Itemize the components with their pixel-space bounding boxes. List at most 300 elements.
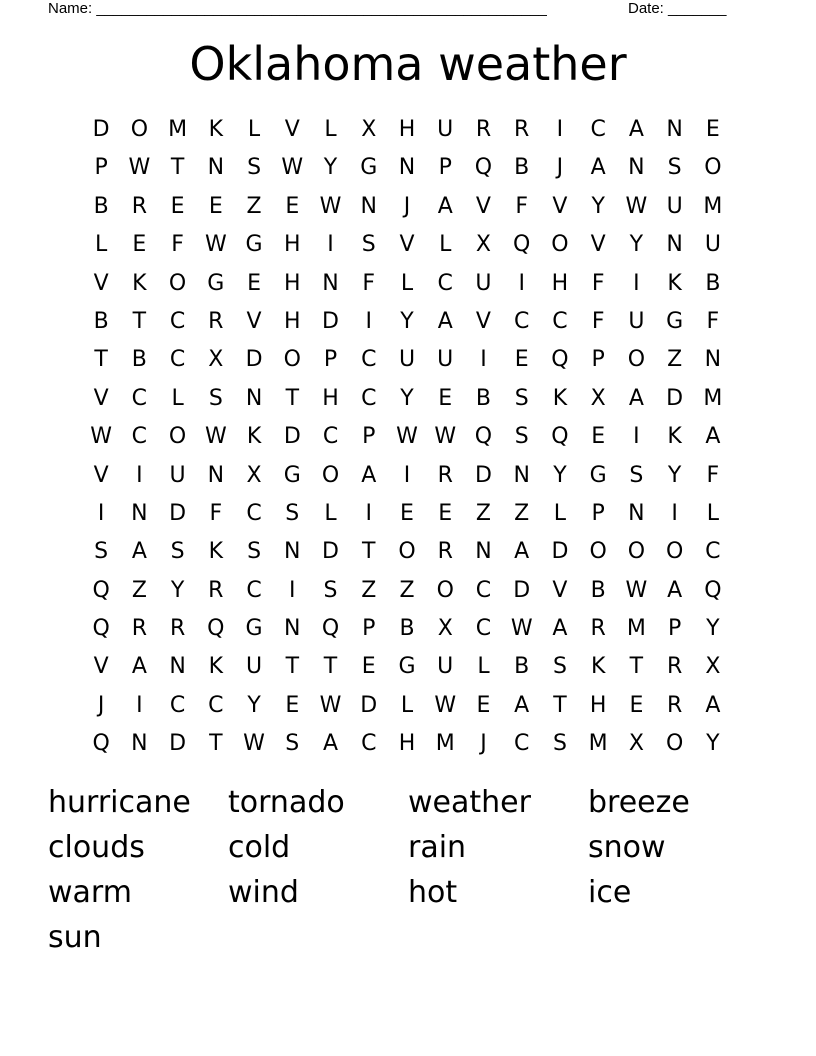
header-line xyxy=(48,0,748,20)
grid-letter: P xyxy=(362,424,376,450)
word-list-item: snow xyxy=(588,830,666,865)
grid-letter: K xyxy=(246,424,262,450)
grid-letter: K xyxy=(208,539,224,565)
grid-letter: E xyxy=(629,692,644,718)
grid-letter: H xyxy=(322,385,339,411)
grid-letter: O xyxy=(704,155,722,181)
grid-letter: V xyxy=(93,654,109,680)
grid-letter: Q xyxy=(551,347,569,373)
grid-letter: W xyxy=(128,155,151,181)
grid-letter: D xyxy=(169,731,187,757)
grid-letter: T xyxy=(209,731,223,757)
grid-letter: D xyxy=(513,577,531,603)
grid-letter: A xyxy=(705,424,721,450)
grid-letter: E xyxy=(132,232,147,258)
grid-letter: D xyxy=(474,462,492,488)
grid-letter: I xyxy=(671,500,678,526)
grid-letter: S xyxy=(667,155,682,181)
grid-letter: G xyxy=(245,232,263,258)
letter-grid xyxy=(82,111,732,764)
grid-letter: E xyxy=(514,347,529,373)
grid-letter: G xyxy=(398,654,416,680)
grid-letter: W xyxy=(434,424,457,450)
grid-letter: A xyxy=(552,616,568,642)
grid-letter: I xyxy=(365,500,372,526)
grid-letter: V xyxy=(93,462,109,488)
grid-letter: Z xyxy=(399,577,415,603)
grid-letter: H xyxy=(284,308,301,334)
grid-letter: C xyxy=(361,385,377,411)
grid-letter: S xyxy=(94,539,109,565)
grid-letter: J xyxy=(97,692,105,718)
grid-letter: U xyxy=(437,654,454,680)
grid-letter: B xyxy=(93,308,109,334)
grid-letter: D xyxy=(92,117,110,142)
grid-letter: G xyxy=(207,270,225,296)
grid-letter: Y xyxy=(170,577,185,603)
grid-letter: O xyxy=(589,539,607,565)
grid-row xyxy=(82,149,732,187)
grid-letter: V xyxy=(246,308,262,334)
grid-letter: N xyxy=(131,731,148,757)
grid-letter: O xyxy=(168,424,187,450)
word-list-item: rain xyxy=(408,830,467,865)
grid-letter: U xyxy=(437,347,454,373)
grid-letter: N xyxy=(245,385,263,411)
grid-letter: O xyxy=(627,347,646,373)
grid-letter: W xyxy=(204,232,227,258)
grid-letter: L xyxy=(439,232,452,258)
grid-letter: Q xyxy=(92,577,110,603)
grid-letter: B xyxy=(590,577,606,603)
grid-letter: C xyxy=(514,308,530,334)
grid-letter: Z xyxy=(361,577,377,603)
grid-letter: H xyxy=(589,692,607,718)
grid-letter: M xyxy=(435,731,455,757)
grid-letter: O xyxy=(551,232,569,258)
grid-row xyxy=(82,111,732,149)
grid-letter: W xyxy=(90,424,112,450)
word-list-item: cold xyxy=(228,830,291,865)
grid-letter: X xyxy=(437,616,453,642)
grid-letter: F xyxy=(209,500,223,526)
grid-letter: D xyxy=(245,347,263,373)
grid-letter: N xyxy=(322,270,339,296)
grid-letter: D xyxy=(322,539,339,565)
grid-letter: L xyxy=(247,117,261,142)
grid-letter: Q xyxy=(92,616,110,642)
grid-letter: C xyxy=(169,347,186,373)
grid-letter: C xyxy=(475,577,492,603)
grid-letter: N xyxy=(169,654,186,680)
grid-letter: W xyxy=(243,731,265,757)
grid-letter: E xyxy=(285,193,300,219)
grid-letter: Q xyxy=(551,424,569,450)
grid-letter: D xyxy=(360,692,378,718)
grid-letter: D xyxy=(283,424,301,450)
grid-letter: R xyxy=(666,654,683,680)
grid-letter: B xyxy=(399,616,415,642)
grid-letter: S xyxy=(552,731,567,757)
name-label: Name: ______________________________________________________ xyxy=(48,0,547,17)
grid-letter: R xyxy=(514,117,530,142)
grid-letter: I xyxy=(518,270,525,296)
grid-letter: W xyxy=(434,692,457,718)
grid-letter: O xyxy=(321,462,340,488)
grid-letter: F xyxy=(591,270,605,296)
grid-letter: S xyxy=(514,385,529,411)
grid-letter: X xyxy=(208,347,224,373)
grid-letter: A xyxy=(667,577,683,603)
grid-letter: J xyxy=(556,155,564,181)
grid-letter: C xyxy=(246,577,262,603)
grid-letter: N xyxy=(666,117,683,142)
grid-letter: L xyxy=(477,654,490,680)
grid-letter: R xyxy=(208,577,224,603)
grid-letter: N xyxy=(628,155,645,181)
grid-letter: Q xyxy=(207,616,225,642)
grid-letter: P xyxy=(591,347,605,373)
grid-letter: O xyxy=(283,347,301,373)
grid-letter: W xyxy=(510,616,533,642)
grid-letter: S xyxy=(247,539,262,565)
grid-letter: E xyxy=(170,193,185,219)
grid-letter: Y xyxy=(553,462,567,488)
grid-letter: Y xyxy=(400,308,414,334)
grid-letter: D xyxy=(551,539,569,565)
word-list-item: ice xyxy=(588,875,632,910)
grid-letter: T xyxy=(323,654,338,680)
grid-letter: L xyxy=(324,500,337,526)
grid-letter: H xyxy=(551,270,569,296)
grid-letter: G xyxy=(360,155,378,181)
grid-letter: V xyxy=(552,193,568,219)
grid-letter: T xyxy=(132,308,147,334)
grid-letter: U xyxy=(666,193,683,219)
grid-letter: O xyxy=(665,731,684,757)
grid-letter: S xyxy=(170,539,185,565)
grid-letter: W xyxy=(319,193,342,219)
word-list-item: warm xyxy=(48,875,132,910)
grid-letter: S xyxy=(629,462,644,488)
grid-letter: O xyxy=(130,117,149,142)
grid-letter: M xyxy=(168,117,188,142)
grid-letter: F xyxy=(171,232,184,258)
grid-letter: R xyxy=(475,117,492,142)
grid-letter: N xyxy=(284,616,301,642)
grid-letter: C xyxy=(246,500,262,526)
grid-letter: T xyxy=(629,654,644,680)
word-list-item: hurricane xyxy=(48,785,191,820)
grid-letter: L xyxy=(171,385,184,411)
grid-letter: V xyxy=(284,117,300,142)
grid-letter: C xyxy=(514,731,530,757)
grid-letter: F xyxy=(515,193,529,219)
grid-letter: M xyxy=(703,385,723,411)
grid-letter: U xyxy=(398,347,416,373)
grid-letter: R xyxy=(666,692,683,718)
grid-letter: C xyxy=(437,270,453,296)
grid-letter: H xyxy=(398,117,416,142)
grid-letter: E xyxy=(361,654,376,680)
word-list-item: breeze xyxy=(588,785,690,820)
grid-letter: F xyxy=(706,308,720,334)
grid-letter: A xyxy=(705,692,721,718)
grid-letter: C xyxy=(361,731,377,757)
grid-letter: X xyxy=(246,462,262,488)
grid-letter: L xyxy=(400,270,414,296)
grid-letter: O xyxy=(665,539,684,565)
grid-row xyxy=(82,648,732,686)
grid-letter: S xyxy=(285,731,300,757)
grid-letter: N xyxy=(513,462,530,488)
grid-letter: H xyxy=(284,232,301,258)
grid-row xyxy=(82,341,732,379)
grid-letter: U xyxy=(628,308,645,334)
grid-letter: W xyxy=(625,193,648,219)
grid-letter: E xyxy=(705,117,720,142)
grid-letter: D xyxy=(666,385,684,411)
grid-letter: F xyxy=(706,462,720,488)
grid-letter: J xyxy=(480,731,487,757)
grid-letter: O xyxy=(168,270,187,296)
grid-letter: W xyxy=(396,424,418,450)
grid-letter: E xyxy=(400,500,414,526)
grid-letter: C xyxy=(131,385,148,411)
grid-letter: M xyxy=(588,731,608,757)
grid-letter: V xyxy=(475,193,491,219)
grid-letter: O xyxy=(398,539,416,565)
grid-letter: I xyxy=(327,232,334,258)
grid-letter: K xyxy=(667,424,682,450)
word-list-item: clouds xyxy=(48,830,145,865)
grid-letter: I xyxy=(136,462,143,488)
grid-letter: S xyxy=(247,155,262,181)
grid-letter: X xyxy=(628,731,644,757)
grid-row xyxy=(82,226,732,264)
word-list xyxy=(48,780,768,960)
grid-letter: K xyxy=(552,385,568,411)
grid-letter: N xyxy=(207,462,225,488)
grid-letter: T xyxy=(285,654,300,680)
word-list-item: wind xyxy=(228,875,299,910)
grid-letter: P xyxy=(362,616,376,642)
grid-letter: E xyxy=(438,385,453,411)
grid-letter: V xyxy=(590,232,606,258)
grid-letter: K xyxy=(208,117,224,142)
grid-letter: C xyxy=(208,692,224,718)
grid-letter: Z xyxy=(514,500,530,526)
grid-letter: N xyxy=(398,155,416,181)
grid-letter: K xyxy=(132,270,147,296)
grid-letter: P xyxy=(94,155,108,181)
grid-letter: N xyxy=(475,539,492,565)
grid-letter: F xyxy=(591,308,605,334)
grid-letter: U xyxy=(704,232,721,258)
grid-row xyxy=(82,265,732,303)
grid-letter: Y xyxy=(667,462,682,488)
grid-letter: E xyxy=(285,692,300,718)
grid-letter: Y xyxy=(591,193,605,219)
grid-letter: Y xyxy=(400,385,414,411)
grid-letter: S xyxy=(323,577,338,603)
grid-letter: I xyxy=(480,347,487,373)
grid-letter: C xyxy=(361,347,377,373)
grid-letter: Y xyxy=(247,692,261,718)
grid-letter: I xyxy=(365,308,372,334)
grid-letter: I xyxy=(403,462,411,488)
grid-letter: A xyxy=(628,117,644,142)
grid-letter: E xyxy=(438,500,453,526)
grid-letter: E xyxy=(591,424,606,450)
grid-row xyxy=(82,533,732,571)
grid-letter: K xyxy=(667,270,682,296)
grid-letter: L xyxy=(553,500,567,526)
grid-letter: V xyxy=(93,270,109,296)
grid-letter: Q xyxy=(704,577,722,603)
grid-letter: Z xyxy=(475,500,491,526)
grid-row xyxy=(82,303,732,341)
grid-letter: M xyxy=(703,193,723,219)
grid-letter: G xyxy=(283,462,301,488)
grid-row xyxy=(82,610,732,648)
grid-letter: P xyxy=(667,616,682,642)
grid-row xyxy=(82,495,732,533)
grid-letter: Z xyxy=(131,577,147,603)
grid-letter: A xyxy=(437,308,453,334)
grid-letter: Y xyxy=(706,616,720,642)
grid-row xyxy=(82,725,732,763)
grid-letter: W xyxy=(319,692,342,718)
grid-letter: I xyxy=(289,577,296,603)
grid-letter: W xyxy=(204,424,227,450)
grid-letter: N xyxy=(360,193,377,219)
grid-letter: Q xyxy=(474,424,493,450)
grid-letter: N xyxy=(284,539,301,565)
grid-letter: L xyxy=(94,232,108,258)
grid-letter: T xyxy=(285,385,300,411)
grid-letter: C xyxy=(552,308,568,334)
grid-letter: A xyxy=(131,654,147,680)
grid-letter: V xyxy=(93,385,109,411)
grid-letter: Z xyxy=(246,193,262,219)
grid-letter: T xyxy=(170,155,185,181)
grid-letter: U xyxy=(475,270,492,296)
grid-letter: A xyxy=(437,193,453,219)
grid-letter: R xyxy=(169,616,186,642)
word-list-item: weather xyxy=(408,785,531,820)
grid-letter: R xyxy=(131,193,147,219)
grid-letter: V xyxy=(399,232,415,258)
grid-row xyxy=(82,188,732,226)
grid-letter: F xyxy=(362,270,376,296)
grid-letter: B xyxy=(93,193,109,219)
grid-letter: Z xyxy=(667,347,683,373)
page-title: Oklahoma weather xyxy=(189,37,627,91)
word-list-item: tornado xyxy=(228,785,345,820)
grid-letter: D xyxy=(322,308,339,334)
grid-letter: B xyxy=(514,155,530,181)
grid-letter: P xyxy=(323,347,338,373)
grid-letter: X xyxy=(590,385,606,411)
grid-letter: R xyxy=(590,616,606,642)
grid-letter: S xyxy=(208,385,223,411)
grid-letter: Q xyxy=(513,232,531,258)
grid-letter: A xyxy=(514,539,530,565)
grid-letter: X xyxy=(361,117,377,142)
grid-letter: I xyxy=(556,117,564,142)
grid-letter: N xyxy=(131,500,148,526)
grid-letter: Q xyxy=(321,616,340,642)
grid-letter: W xyxy=(281,155,304,181)
grid-letter: C xyxy=(705,539,721,565)
grid-letter: A xyxy=(514,692,530,718)
grid-letter: A xyxy=(131,539,147,565)
grid-letter: K xyxy=(208,654,224,680)
grid-letter: A xyxy=(322,731,339,757)
grid-letter: A xyxy=(590,155,606,181)
grid-letter: T xyxy=(553,692,567,718)
grid-letter: D xyxy=(169,500,187,526)
grid-letter: O xyxy=(436,577,454,603)
grid-letter: R xyxy=(131,616,147,642)
grid-row xyxy=(82,418,732,456)
grid-letter: H xyxy=(284,270,301,296)
grid-letter: N xyxy=(628,500,645,526)
grid-letter: T xyxy=(94,347,108,373)
grid-letter: C xyxy=(169,692,186,718)
grid-row xyxy=(82,687,732,725)
grid-letter: S xyxy=(514,424,529,450)
grid-letter: P xyxy=(438,155,452,181)
grid-letter: C xyxy=(590,117,606,142)
grid-letter: X xyxy=(475,232,491,258)
grid-letter: Y xyxy=(323,155,338,181)
grid-letter: Y xyxy=(629,232,644,258)
grid-letter: B xyxy=(514,654,530,680)
grid-letter: Q xyxy=(474,155,493,181)
grid-letter: N xyxy=(666,232,683,258)
grid-letter: I xyxy=(633,424,640,450)
grid-letter: E xyxy=(247,270,261,296)
word-list-item: hot xyxy=(408,875,458,910)
grid-row xyxy=(82,380,732,418)
grid-letter: G xyxy=(589,462,607,488)
grid-letter: I xyxy=(136,692,143,718)
grid-letter: C xyxy=(169,308,186,334)
grid-letter: C xyxy=(322,424,339,450)
grid-letter: G xyxy=(245,616,263,642)
grid-letter: X xyxy=(705,654,721,680)
grid-letter: Q xyxy=(92,731,110,757)
grid-letter: M xyxy=(626,616,646,642)
grid-letter: A xyxy=(628,385,644,411)
grid-letter: R xyxy=(437,462,453,488)
grid-letter: G xyxy=(666,308,684,334)
grid-row xyxy=(82,457,732,495)
grid-letter: K xyxy=(590,654,606,680)
grid-letter: N xyxy=(704,347,722,373)
grid-letter: E xyxy=(208,193,223,219)
grid-letter: T xyxy=(362,539,376,565)
word-list-item: sun xyxy=(48,920,102,955)
grid-letter: H xyxy=(398,731,416,757)
grid-letter: E xyxy=(476,692,491,718)
grid-letter: W xyxy=(625,577,648,603)
grid-letter: J xyxy=(403,193,411,219)
grid-letter: V xyxy=(475,308,491,334)
grid-letter: C xyxy=(131,424,148,450)
